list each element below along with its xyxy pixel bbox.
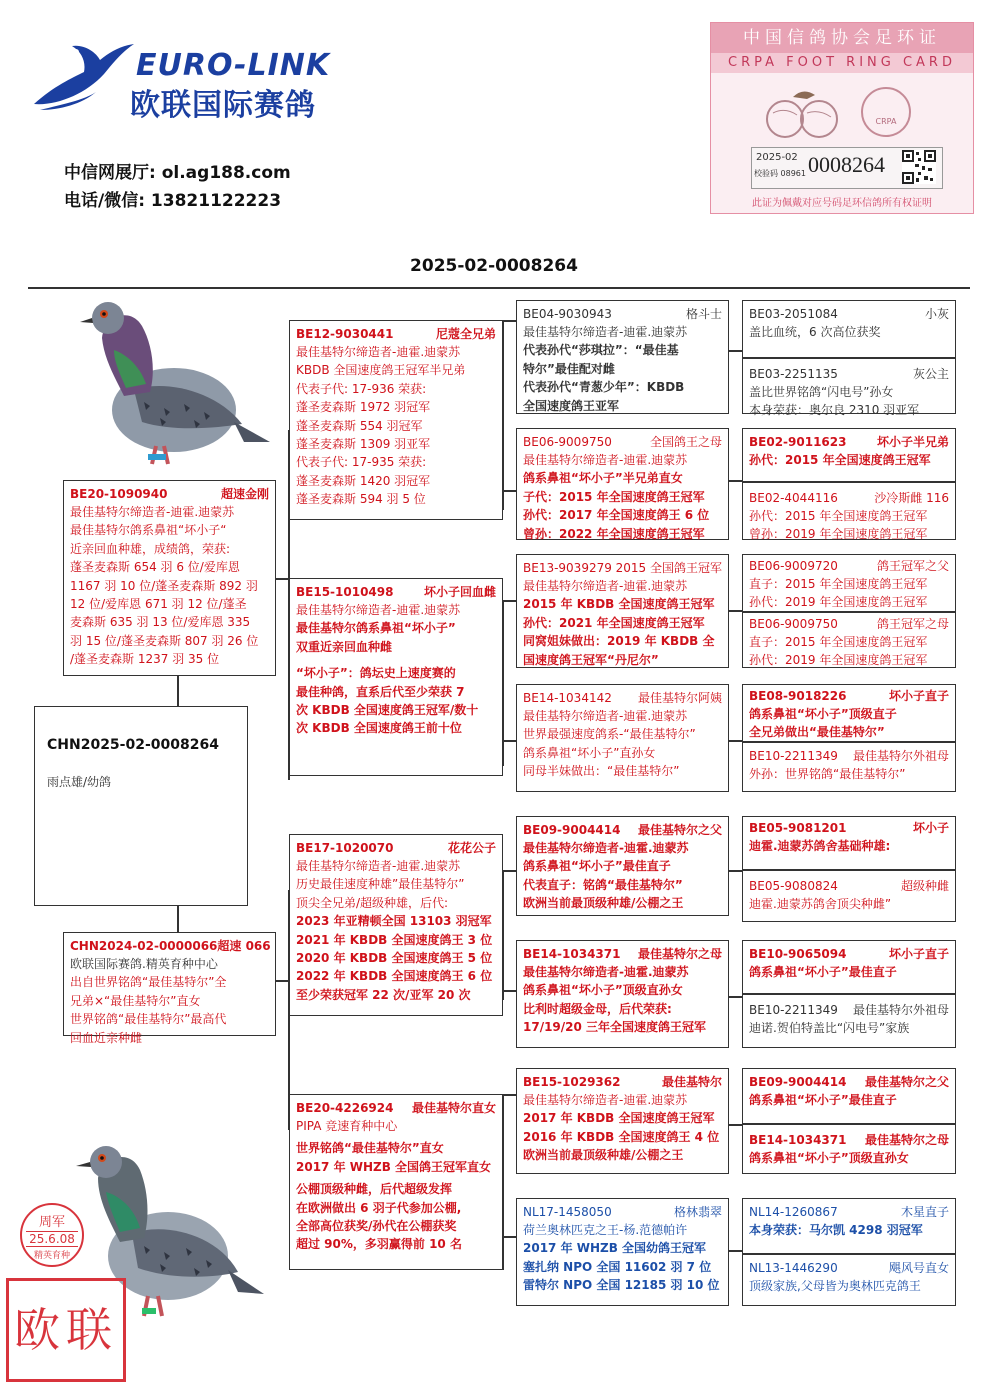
- dove-logo-icon: [26, 34, 138, 118]
- g4-card-7[interactable]: BE08-9018226 坏小子直子 鸽系鼻祖“坏小子”顶级直子 全兄弟做出“最佳基特尔”: [749, 689, 949, 740]
- g3-card-4[interactable]: BE14-1034142 最佳基特尔阿姨 最佳基特尔缔造者-迪霍.迪蒙苏 世界最强速度鸽系-“最佳基特尔” 鸽系鼻祖“坏小子”直孙女 同母半妹做出：“最佳基特尔”: [516, 684, 729, 792]
- g4-card-8[interactable]: BE10-2211349 最佳基特尔外祖母 外孙：世界铭鸽“最佳基特尔”: [749, 749, 949, 781]
- logo-text-en: EURO-LINK: [136, 48, 331, 83]
- g2-sire-dam-card[interactable]: BE15-1010498 坏小子回血雌 最佳基特尔缔造者-迪霍.迪蒙苏 最佳基特尔鸽系鼻祖“坏小子” 双重近亲回血种雌 “坏小子”：鸽坛史上速度赛的 最佳种鸽，直系后代至少荣获 7 次 KBDB 全国速度鸽王冠军/数十 次 KBDB 全国速度鸽王前十位: [289, 578, 503, 776]
- g4-card-2[interactable]: BE03-2251135 灰公主 盖比世界铭鸽“闪电号”孙女 本身荣获：奥尔良 2310 羽亚军: [749, 367, 949, 418]
- dam-ring: CHN2024-02-0000066: [70, 939, 218, 953]
- g4-card-6[interactable]: BE06-9009750 鸽王冠军之母 直子：2015 年全国速度鸽王冠军 孙代：2019 年全国速度鸽王冠军: [749, 617, 949, 668]
- crpa-seal-icon: CRPA: [861, 87, 911, 137]
- phone-text: 电话/微信: 13821122223: [64, 191, 282, 211]
- dam-card[interactable]: CHN2024-02-0000066 超速 066 欧联国际赛鸽.精英育种中心 出自世界铭鸽“最佳基特尔”全 兄弟×“最佳基特尔”直女 世界铭鸽“最佳基特尔”最高代 回血近亲种雌: [63, 932, 276, 1036]
- sire-card[interactable]: BE20-1090940 超速金刚 最佳基特尔缔造者-迪霍.迪蒙苏 最佳基特尔鸽系鼻祖“坏小子“ 近亲回血种雄，成绩鸽，荣获: 蓬圣麦森斯 654 羽 6 位/爱库恩 1167 羽 10 位/蓬圣麦森斯 892 羽 12 位/爱库恩 671 羽 12 位/蓬圣 麦森斯 635 羽 13 位/爱库恩 335 羽 15 位/蓬圣麦森斯 807 羽 26 位 /蓬圣麦森斯 1237 羽 35 位: [63, 480, 276, 676]
- g4-card-13[interactable]: BE09-9004414 最佳基特尔之父 鸽系鼻祖“坏小子”最佳直子: [749, 1075, 949, 1107]
- dam-name: 超速 066: [217, 939, 271, 953]
- g4-pair-5: [742, 816, 956, 922]
- date-stamp: 周军 25.6.08 精英育种: [20, 1203, 84, 1267]
- g4-card-15[interactable]: NL14-1260867 木星直子 本身荣获：马尔凯 4298 羽冠军: [749, 1205, 949, 1237]
- ring-card-footer: 此证为佩戴对应号码足环信鸽所有权证明: [752, 198, 932, 209]
- ring-card: [710, 22, 974, 214]
- check-code: 校验码 08961: [754, 169, 806, 178]
- sire-ring: BE20-1090940: [70, 487, 168, 501]
- g3-card-3[interactable]: BE13-9039279 2015 全国鸽王冠军 最佳基特尔缔造者-迪霍.迪蒙苏 2015 年 KBDB 全国速度鸽王冠军 孙代：2021 年全国速度鸽王冠军 同窝姐妹做出：2019 年 KBDB 全 国速度鸽王冠军“丹尼尔”: [516, 554, 729, 668]
- g4-pair-4: [742, 684, 956, 792]
- website-text: 中信网展厅: ol.ag188.com: [64, 163, 291, 183]
- g4-card-9[interactable]: BE05-9081201 坏小子 迪霍.迪蒙苏鸽舍基础种雄:: [749, 821, 949, 853]
- subject-ring: CHN2025-02-0008264: [47, 737, 219, 753]
- g3-card-6[interactable]: BE14-1034371 最佳基特尔之母 最佳基特尔缔造者-迪霍.迪蒙苏 鸽系鼻祖“坏小子”顶级直孙女 比利时超级金母，后代荣获: 17/19/20 三年全国速度鸽王冠军: [516, 940, 729, 1048]
- ring-card-subtitle: CRPA FOOT RING CARD: [711, 53, 973, 73]
- g3-card-5[interactable]: BE09-9004414 最佳基特尔之父 最佳基特尔缔造者-迪霍.迪蒙苏 鸽系鼻祖“坏小子”最佳直子 代表直子：铭鸽“最佳基特尔” 欧洲当前最顶级种雄/公棚之王: [516, 816, 729, 916]
- g4-card-5[interactable]: BE06-9009720 鸽王冠军之父 直子：2015 年全国速度鸽王冠军 孙代：2019 年全国速度鸽王冠军: [749, 559, 949, 610]
- g4-pair-7: [742, 1068, 956, 1174]
- g4-card-12[interactable]: BE10-2211349 最佳基特尔外祖母 迪诺.贺伯特盖比“闪电号”家族: [749, 1003, 949, 1035]
- g4-card-10[interactable]: BE05-9080824 超级种雌 迪霍.迪蒙苏鸽舍顶尖种雌”: [749, 879, 949, 911]
- g3-card-8[interactable]: NL17-1458050 格林翡翠 荷兰奥林匹克之王-杨.范德帕许 2017 年 WHZB 全国幼鸽王冠军 塞扎纳 NPO 全国 11602 羽 7 位 雷特尔 NPO 全国 12185 羽 10 位: [516, 1198, 729, 1306]
- g2-dam-sire-card[interactable]: BE17-1020070 花花公子 最佳基特尔缔造者-迪霍.迪蒙苏 历史最佳速度种雄”最佳基特尔” 顶尖全兄弟/超级种雄，后代: 2023 年亚精顿全国 13103 羽冠军 2021 年 KBDB 全国速度鸽王 3 位 2020 年 KBDB 全国速度鸽王 5 位 2022 年 KBDB 全国速度鸽王 6 位 至少荣获冠军 22 次/亚军 20 次: [289, 834, 503, 1016]
- ring-card-title: 中国信鸽协会足环证: [711, 23, 973, 53]
- globe-dove-emblem-icon: [763, 83, 841, 143]
- g3-card-2[interactable]: BE06-9009750 全国鸽王之母 最佳基特尔缔造者-迪霍.迪蒙苏 鸽系鼻祖“坏小子”半兄弟直女 子代：2015 年全国速度鸽王冠军 孙代：2017 年全国速度鸽王 6 位 曾孙：2022 年全国速度鸽王冠军: [516, 428, 729, 540]
- sire-name: 超速金刚: [220, 487, 269, 501]
- g4-card-16[interactable]: NL13-1446290 飓风号直女 顶级家族,父母皆为奥林匹克鸽王: [749, 1261, 949, 1293]
- qr-code-icon: [902, 150, 936, 184]
- subject-desc: 雨点雄/幼鸽: [47, 775, 112, 789]
- g2-sire-sire-card[interactable]: BE12-9030441 尼蔻全兄弟 最佳基特尔缔造者-迪霍.迪蒙苏 KBDB 全国速度鸽王冠军半兄弟 代表子代: 17-936 荣获: 蓬圣麦森斯 1972 羽冠军 蓬圣麦森斯 554 羽冠军 蓬圣麦森斯 1309 羽亚军 代表子代: 17-935 荣获: 蓬圣麦森斯 1420 羽冠军 蓬圣麦森斯 594 羽 5 位: [289, 320, 503, 520]
- g4-card-3[interactable]: BE02-9011623 坏小子半兄弟 孙代：2015 年全国速度鸽王冠军: [749, 435, 949, 467]
- g4-card-4[interactable]: BE02-4044116 沙冷斯雌 116 孙代：2015 年全国速度鸽王冠军 曾孙：2019 年全国速度鸽王冠军: [749, 491, 949, 542]
- g4-card-11[interactable]: BE10-9065094 坏小子直子 鸽系鼻祖“坏小子”最佳直子: [749, 947, 949, 979]
- g3-card-1[interactable]: BE04-9030943 格斗士 最佳基特尔缔造者-迪霍.迪蒙苏 代表孙代“莎琪拉”：“最佳基 特尔”最佳配对雌 代表孙代“青葱少年”：KBDB 全国速度鸽王亚军: [516, 300, 729, 414]
- ring-prefix: 2025-02: [756, 152, 798, 163]
- g4-pair-6: [742, 940, 956, 1048]
- logo-text-cn: 欧联国际赛鸽: [130, 88, 316, 123]
- g4-card-14[interactable]: BE14-1034371 最佳基特尔之母 鸽系鼻祖“坏小子”顶级直孙女: [749, 1133, 949, 1165]
- brand-seal: 欧联: [6, 1278, 126, 1382]
- pigeon-photo-top: [64, 292, 274, 468]
- title-divider: [28, 287, 970, 289]
- g4-card-1[interactable]: BE03-2051084 小灰 盖比血统，6 次高位获奖: [749, 307, 949, 339]
- g3-card-7[interactable]: BE15-1029362 最佳基特尔 最佳基特尔缔造者-迪霍.迪蒙苏 2017 年 KBDB 全国速度鸽王冠军 2016 年 KBDB 全国速度鸽王 4 位 欧洲当前最顶级种雄/公棚之王: [516, 1068, 729, 1174]
- g4-pair-2: [742, 428, 956, 540]
- g2-dam-dam-card[interactable]: BE20-4226924 最佳基特尔直女 PIPA 竞速育种中心 世界铭鸽“最佳基特尔”直女 2017 年 WHZB 全国鸽王冠军直女 公棚顶级种雌，后代超级发挥 在欧洲做出 6 羽子代参加公棚, 全部高位获奖/孙代在公棚获奖 超过 90%，多羽赢得前 10 名: [289, 1094, 503, 1270]
- g4-pair-3: [742, 554, 956, 668]
- ring-number: 0008264: [808, 152, 885, 177]
- page-title: 2025-02-0008264: [410, 256, 578, 276]
- ring-number-panel: [751, 147, 943, 189]
- subject-card[interactable]: [34, 706, 248, 906]
- g4-pair-1: [742, 300, 956, 418]
- g4-pair-8: [742, 1198, 956, 1306]
